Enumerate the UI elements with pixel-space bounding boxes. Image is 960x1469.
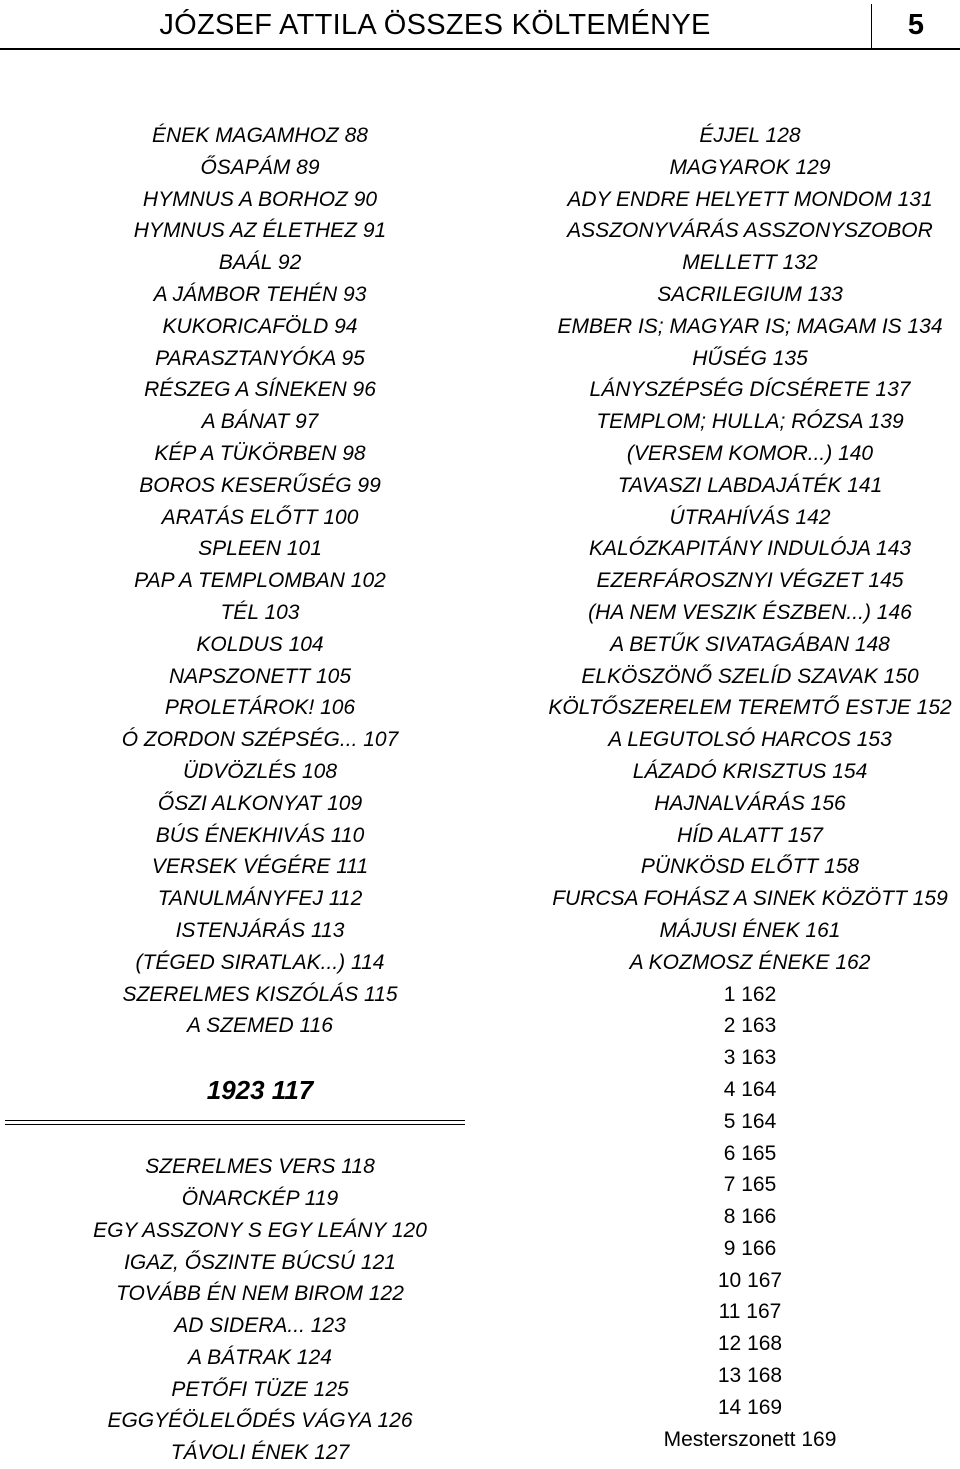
toc-entry: EGY ASSZONY S EGY LEÁNY 120 bbox=[93, 1218, 427, 1242]
toc-entry: BÚS ÉNEKHIVÁS 110 bbox=[155, 823, 365, 847]
year-heading-rule bbox=[5, 1120, 465, 1125]
toc-entry: RÉSZEG A SÍNEKEN 96 bbox=[144, 378, 376, 402]
toc-entry: (HA NEM VESZIK ÉSZBEN...) 146 bbox=[588, 600, 912, 624]
year-heading-1923: 1923 117 bbox=[206, 1075, 314, 1106]
toc-entry: ÖNARCKÉP 119 bbox=[181, 1186, 339, 1210]
toc-entry: 6 165 bbox=[723, 1141, 777, 1165]
toc-entry: ARATÁS ELŐTT 100 bbox=[161, 505, 359, 529]
toc-entry: PAP A TEMPLOMBAN 102 bbox=[134, 569, 386, 593]
toc-entry: NAPSZONETT 105 bbox=[168, 664, 352, 688]
toc-entry: A KOZMOSZ ÉNEKE 162 bbox=[629, 950, 871, 974]
toc-entry: FURCSA FOHÁSZ A SINEK KÖZÖTT 159 bbox=[552, 887, 948, 911]
toc-entry: HŰSÉG 135 bbox=[692, 346, 808, 370]
toc-entry: 5 164 bbox=[723, 1109, 777, 1133]
toc-entry: TÉL 103 bbox=[220, 600, 300, 624]
toc-list-before-1923 bbox=[60, 120, 460, 1042]
toc-entry: ŐSZI ALKONYAT 109 bbox=[157, 791, 363, 815]
toc-entry: A BÁNAT 97 bbox=[201, 410, 319, 434]
toc-entry: SACRILEGIUM 133 bbox=[657, 282, 843, 306]
toc-entry: A BÁTRAK 124 bbox=[188, 1345, 332, 1369]
toc-entry: KOLDUS 104 bbox=[196, 632, 324, 656]
toc-entry: ISTENJÁRÁS 113 bbox=[175, 918, 345, 942]
toc-entry: PARASZTANYÓKA 95 bbox=[155, 346, 365, 370]
toc-entry: A SZEMED 116 bbox=[187, 1014, 333, 1038]
toc-entry: KUKORICAFÖLD 94 bbox=[162, 314, 358, 338]
toc-entry: KÉP A TÜKÖRBEN 98 bbox=[154, 441, 366, 465]
toc-entry: TEMPLOM; HULLA; RÓZSA 139 bbox=[596, 410, 904, 434]
toc-entry: 10 167 bbox=[717, 1268, 783, 1292]
toc-entry: BAÁL 92 bbox=[218, 251, 302, 275]
toc-entry: A LEGUTOLSÓ HARCOS 153 bbox=[608, 728, 892, 752]
toc-entry: A BETŰK SIVATAGÁBAN 148 bbox=[610, 632, 890, 656]
book-title: JÓZSEF ATTILA ÖSSZES KÖLTEMÉNYE bbox=[159, 9, 711, 41]
toc-entry: ÚTRAHÍVÁS 142 bbox=[669, 505, 831, 529]
toc-entry: LÁNYSZÉPSÉG DÍCSÉRETE 137 bbox=[589, 378, 911, 402]
toc-entry: HYMNUS A BORHOZ 90 bbox=[142, 187, 378, 211]
toc-entry: Mesterszonett 169 bbox=[663, 1427, 837, 1451]
toc-entry: Ó ZORDON SZÉPSÉG... 107 bbox=[121, 728, 399, 752]
toc-entry: SPLEEN 101 bbox=[198, 537, 322, 561]
toc-entry: 7 165 bbox=[723, 1173, 777, 1197]
toc-entry: A JÁMBOR TEHÉN 93 bbox=[153, 282, 367, 306]
toc-entry: BOROS KESERŰSÉG 99 bbox=[139, 473, 381, 497]
toc-entry: ELKÖSZÖNŐ SZELÍD SZAVAK 150 bbox=[581, 664, 919, 688]
toc-entry: (VERSEM KOMOR...) 140 bbox=[626, 441, 874, 465]
toc-entry: 11 167 bbox=[718, 1300, 782, 1324]
toc-entry: PROLETÁROK! 106 bbox=[164, 696, 356, 720]
toc-entry: HÍD ALATT 157 bbox=[677, 823, 823, 847]
toc-entry: EZERFÁROSZNYI VÉGZET 145 bbox=[596, 569, 904, 593]
page-header bbox=[0, 0, 960, 52]
toc-entry: ÉNEK MAGAMHOZ 88 bbox=[152, 124, 368, 147]
toc-entry: TÁVOLI ÉNEK 127 bbox=[170, 1441, 350, 1465]
toc-entry: TOVÁBB ÉN NEM BIROM 122 bbox=[116, 1282, 404, 1306]
toc-entry: ÜDVÖZLÉS 108 bbox=[182, 759, 338, 783]
toc-entry: EMBER IS; MAGYAR IS; MAGAM IS 134 bbox=[557, 314, 943, 338]
toc-entry: 3 163 bbox=[723, 1046, 777, 1070]
toc-entry: TAVASZI LABDAJÁTÉK 141 bbox=[617, 473, 883, 497]
page-number: 5 bbox=[907, 9, 925, 41]
toc-entry: 8 166 bbox=[723, 1205, 777, 1229]
header-rule bbox=[0, 48, 960, 50]
toc-entry: AD SIDERA... 123 bbox=[174, 1314, 346, 1338]
toc-entry: MÁJUSI ÉNEK 161 bbox=[659, 918, 841, 942]
toc-numbered-list bbox=[540, 979, 960, 1456]
toc-entry: ADY ENDRE HELYETT MONDOM 131 bbox=[567, 187, 933, 211]
toc-entry: 9 166 bbox=[723, 1236, 777, 1260]
toc-entry: SZERELMES VERS 118 bbox=[145, 1155, 375, 1179]
toc-entry: 4 164 bbox=[723, 1077, 777, 1101]
toc-entry: KÖLTŐSZERELEM TEREMTŐ ESTJE 152 bbox=[548, 696, 952, 720]
toc-entry: EGGYÉÖLELŐDÉS VÁGYA 126 bbox=[107, 1409, 413, 1433]
toc-entry: (TÉGED SIRATLAK...) 114 bbox=[135, 950, 385, 974]
toc-left-column bbox=[60, 120, 460, 1469]
toc-entry: PETŐFI TÜZE 125 bbox=[171, 1377, 349, 1401]
toc-entry: 1 162 bbox=[723, 982, 777, 1006]
toc-entry: VERSEK VÉGÉRE 111 bbox=[151, 855, 369, 879]
toc-entry: ASSZONYVÁRÁS ASSZONYSZOBOR bbox=[567, 219, 933, 243]
toc-entry: HYMNUS AZ ÉLETHEZ 91 bbox=[133, 219, 387, 243]
toc-entry: ÉJJEL 128 bbox=[699, 124, 801, 147]
toc-entry: ŐSAPÁM 89 bbox=[200, 155, 320, 179]
toc-entry: 12 168 bbox=[717, 1332, 783, 1356]
toc-entry: 2 163 bbox=[723, 1014, 777, 1038]
toc-entry: TANULMÁNYFEJ 112 bbox=[157, 887, 363, 911]
toc-list-after-1923 bbox=[60, 1151, 460, 1469]
toc-entry: LÁZADÓ KRISZTUS 154 bbox=[632, 759, 868, 783]
toc-list-right bbox=[540, 120, 960, 979]
toc-entry: PÜNKÖSD ELŐTT 158 bbox=[640, 855, 860, 879]
toc-entry: KALÓZKAPITÁNY INDULÓJA 143 bbox=[588, 537, 912, 561]
toc-entry: SZERELMES KISZÓLÁS 115 bbox=[122, 982, 398, 1006]
toc-entry: 13 168 bbox=[717, 1364, 783, 1388]
toc-entry: MELLETT 132 bbox=[682, 251, 818, 275]
toc-entry: 14 169 bbox=[717, 1395, 783, 1419]
toc-entry: IGAZ, ŐSZINTE BÚCSÚ 121 bbox=[124, 1250, 396, 1274]
toc-entry: HAJNALVÁRÁS 156 bbox=[654, 791, 846, 815]
toc-entry: MAGYAROK 129 bbox=[669, 155, 831, 179]
toc-right-column bbox=[540, 120, 960, 1455]
